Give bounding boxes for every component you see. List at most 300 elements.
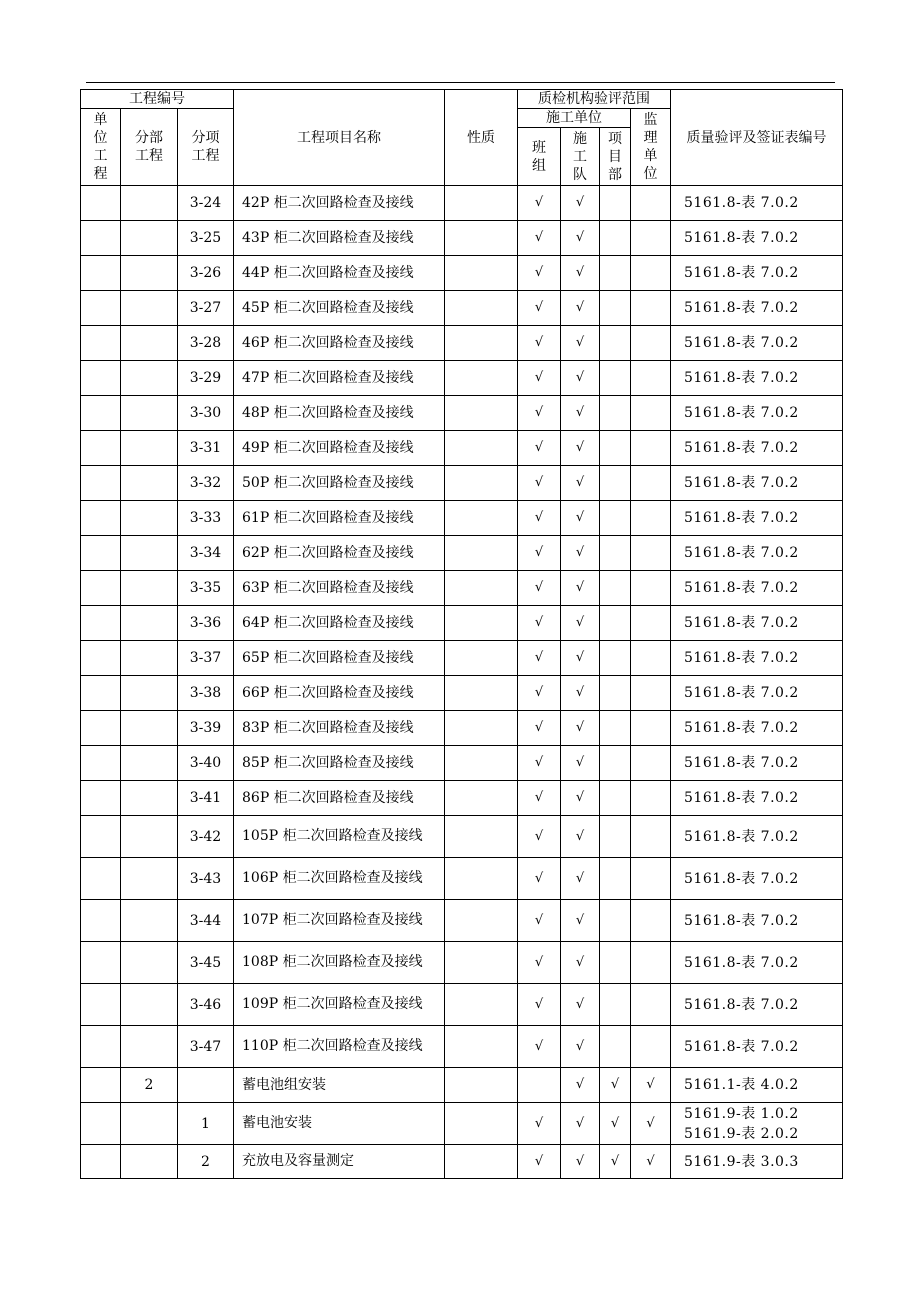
table-row [81, 816, 843, 858]
check-mark: √ [575, 1153, 585, 1169]
cell-check-team [518, 900, 561, 942]
check-mark: √ [575, 370, 585, 385]
form-code: 5161.8-表 7.0.2 [684, 870, 799, 887]
check-mark: √ [575, 615, 585, 630]
cell-check-sup [631, 781, 671, 816]
cell-unit [81, 606, 121, 641]
table-row [81, 326, 843, 361]
cell-form-number [671, 746, 843, 781]
check-mark: √ [534, 755, 544, 770]
cell-division [121, 1026, 178, 1068]
cell-check-sup [631, 186, 671, 221]
cell-form-number [671, 781, 843, 816]
cell-item: 3-35 [178, 571, 234, 606]
cell-division [121, 641, 178, 676]
cell-name: 85P 柜二次回路检查及接线 [234, 746, 445, 781]
check-mark: √ [534, 230, 544, 245]
table-body [81, 186, 843, 1179]
cell-check-sup [631, 1103, 671, 1145]
cell-form-number [671, 1145, 843, 1179]
cell-check-sup [631, 858, 671, 900]
cell-item: 2 [178, 1145, 234, 1179]
form-code: 5161.8-表 7.0.2 [684, 720, 799, 736]
cell-check-team [518, 942, 561, 984]
cell-check-dept [600, 1145, 631, 1179]
header-unit-project: 单位工程 [81, 109, 121, 186]
cell-name: 61P 柜二次回路检查及接线 [234, 501, 445, 536]
cell-check-dept [600, 501, 631, 536]
cell-check-dept [600, 676, 631, 711]
cell-name: 64P 柜二次回路检查及接线 [234, 606, 445, 641]
check-mark: √ [575, 230, 585, 245]
cell-check-dept [600, 1068, 631, 1103]
cell-form-number [671, 858, 843, 900]
cell-name: 109P 柜二次回路检查及接线 [234, 984, 445, 1026]
cell-form-number [671, 501, 843, 536]
table-row [81, 676, 843, 711]
table-row [81, 536, 843, 571]
cell-nature [445, 431, 518, 466]
cell-unit [81, 942, 121, 984]
cell-name: 83P 柜二次回路检查及接线 [234, 711, 445, 746]
form-code: 5161.8-表 7.0.2 [684, 195, 799, 211]
cell-check-sup [631, 1145, 671, 1179]
check-mark: √ [575, 996, 585, 1012]
cell-item: 3-29 [178, 361, 234, 396]
cell-check-dept [600, 746, 631, 781]
cell-unit [81, 571, 121, 606]
check-mark: √ [534, 405, 544, 420]
check-mark: √ [610, 1077, 620, 1092]
cell-name: 106P 柜二次回路检查及接线 [234, 858, 445, 900]
cell-check-team [518, 858, 561, 900]
cell-division [121, 536, 178, 571]
check-mark: √ [575, 475, 585, 490]
header-team: 班组 [518, 128, 561, 186]
check-mark: √ [534, 440, 544, 455]
form-code: 5161.1-表 4.0.2 [684, 1077, 799, 1093]
cell-check-sup [631, 361, 671, 396]
cell-nature [445, 256, 518, 291]
cell-check-team [518, 676, 561, 711]
cell-check-team [518, 1026, 561, 1068]
cell-nature [445, 816, 518, 858]
cell-check-dept [600, 186, 631, 221]
header-supervision-unit: 监理单位 [631, 109, 671, 186]
cell-check-dept [600, 326, 631, 361]
table-row [81, 1026, 843, 1068]
check-mark: √ [534, 545, 544, 560]
cell-division [121, 501, 178, 536]
cell-name: 62P 柜二次回路检查及接线 [234, 536, 445, 571]
cell-item: 3-24 [178, 186, 234, 221]
cell-check-dept [600, 1026, 631, 1068]
check-mark: √ [534, 1115, 544, 1131]
cell-name: 86P 柜二次回路检查及接线 [234, 781, 445, 816]
check-mark: √ [575, 720, 585, 735]
table-row [81, 900, 843, 942]
cell-check-team [518, 221, 561, 256]
cell-check-crew [561, 1026, 600, 1068]
cell-name: 42P 柜二次回路检查及接线 [234, 186, 445, 221]
cell-name: 108P 柜二次回路检查及接线 [234, 942, 445, 984]
check-mark: √ [646, 1115, 655, 1131]
cell-name: 46P 柜二次回路检查及接线 [234, 326, 445, 361]
check-mark: √ [534, 828, 544, 844]
cell-check-team [518, 571, 561, 606]
cell-nature [445, 1145, 518, 1179]
cell-nature [445, 1026, 518, 1068]
check-mark: √ [575, 335, 585, 350]
check-mark: √ [534, 790, 544, 805]
cell-check-crew [561, 942, 600, 984]
table-row [81, 1103, 843, 1145]
form-code: 5161.9-表 3.0.3 [684, 1153, 799, 1170]
cell-check-team [518, 1145, 561, 1179]
cell-check-dept [600, 641, 631, 676]
cell-unit [81, 256, 121, 291]
cell-form-number [671, 900, 843, 942]
cell-check-team [518, 746, 561, 781]
cell-check-team [518, 291, 561, 326]
cell-unit [81, 186, 121, 221]
cell-check-team [518, 361, 561, 396]
cell-form-number [671, 711, 843, 746]
cell-nature [445, 466, 518, 501]
check-mark: √ [534, 954, 544, 970]
cell-check-sup [631, 1068, 671, 1103]
cell-check-sup [631, 942, 671, 984]
check-mark: √ [610, 1153, 620, 1169]
cell-item: 3-40 [178, 746, 234, 781]
cell-check-crew [561, 1103, 600, 1145]
table-row [81, 942, 843, 984]
check-mark: √ [575, 870, 585, 886]
header-construction-crew: 施工队 [561, 128, 600, 186]
cell-check-team [518, 641, 561, 676]
cell-name: 105P 柜二次回路检查及接线 [234, 816, 445, 858]
form-code: 5161.8-表 7.0.2 [684, 335, 799, 351]
cell-nature [445, 186, 518, 221]
cell-unit [81, 431, 121, 466]
cell-check-team [518, 606, 561, 641]
cell-division [121, 431, 178, 466]
header-nature: 性质 [445, 90, 518, 186]
cell-nature [445, 676, 518, 711]
cell-item: 3-45 [178, 942, 234, 984]
cell-check-dept [600, 816, 631, 858]
cell-check-team [518, 1068, 561, 1103]
header-construction-unit: 施工单位 [518, 109, 631, 128]
cell-name: 47P 柜二次回路检查及接线 [234, 361, 445, 396]
cell-item: 3-27 [178, 291, 234, 326]
table-row [81, 984, 843, 1026]
cell-division [121, 606, 178, 641]
cell-check-crew [561, 984, 600, 1026]
cell-check-team [518, 396, 561, 431]
cell-check-dept [600, 221, 631, 256]
check-mark: √ [534, 300, 544, 315]
form-code: 5161.8-表 7.0.2 [684, 685, 799, 701]
cell-name: 充放电及容量测定 [234, 1145, 445, 1179]
check-mark: √ [575, 650, 585, 665]
check-mark: √ [646, 1077, 655, 1092]
form-code: 5161.8-表 7.0.2 [684, 300, 799, 316]
cell-check-crew [561, 431, 600, 466]
cell-item: 3-34 [178, 536, 234, 571]
header-project-dept: 项目部 [600, 128, 631, 186]
check-mark: √ [575, 954, 585, 970]
cell-form-number [671, 186, 843, 221]
check-mark: √ [534, 510, 544, 525]
cell-division [121, 676, 178, 711]
cell-division [121, 1103, 178, 1145]
check-mark: √ [575, 685, 585, 700]
cell-form-number [671, 676, 843, 711]
cell-unit [81, 900, 121, 942]
cell-name: 43P 柜二次回路检查及接线 [234, 221, 445, 256]
cell-unit [81, 221, 121, 256]
cell-check-sup [631, 676, 671, 711]
cell-check-team [518, 186, 561, 221]
cell-division [121, 746, 178, 781]
form-code: 5161.8-表 7.0.2 [684, 996, 799, 1013]
check-mark: √ [575, 195, 585, 210]
form-code: 5161.9-表 1.0.2 [684, 1105, 799, 1122]
cell-nature [445, 361, 518, 396]
cell-check-team [518, 781, 561, 816]
cell-item: 3-42 [178, 816, 234, 858]
table-header [81, 90, 843, 186]
cell-check-sup [631, 431, 671, 466]
check-mark: √ [534, 912, 544, 928]
table-row [81, 781, 843, 816]
cell-division [121, 984, 178, 1026]
cell-check-crew [561, 676, 600, 711]
cell-form-number [671, 606, 843, 641]
cell-division [121, 186, 178, 221]
cell-unit [81, 816, 121, 858]
header-form-number: 质量验评及签证表编号 [671, 90, 843, 186]
cell-name: 50P 柜二次回路检查及接线 [234, 466, 445, 501]
cell-item: 3-30 [178, 396, 234, 431]
form-code: 5161.8-表 7.0.2 [684, 510, 799, 526]
table-row [81, 711, 843, 746]
check-mark: √ [575, 300, 585, 315]
check-mark: √ [575, 912, 585, 928]
cell-item: 3-28 [178, 326, 234, 361]
header-item-project: 分项工程 [178, 109, 234, 186]
cell-item: 3-37 [178, 641, 234, 676]
cell-check-sup [631, 816, 671, 858]
check-mark: √ [575, 755, 585, 770]
cell-check-sup [631, 571, 671, 606]
cell-unit [81, 984, 121, 1026]
check-mark: √ [575, 510, 585, 525]
cell-division [121, 571, 178, 606]
cell-form-number [671, 326, 843, 361]
cell-form-number [671, 291, 843, 326]
cell-item: 3-26 [178, 256, 234, 291]
check-mark: √ [534, 370, 544, 385]
cell-check-team [518, 984, 561, 1026]
table-row [81, 1145, 843, 1179]
cell-check-crew [561, 746, 600, 781]
check-mark: √ [575, 828, 585, 844]
cell-form-number [671, 571, 843, 606]
cell-division [121, 858, 178, 900]
cell-division [121, 711, 178, 746]
cell-form-number [671, 816, 843, 858]
cell-form-number [671, 942, 843, 984]
cell-nature [445, 571, 518, 606]
cell-check-crew [561, 1145, 600, 1179]
cell-name: 110P 柜二次回路检查及接线 [234, 1026, 445, 1068]
cell-nature [445, 606, 518, 641]
cell-check-crew [561, 1068, 600, 1103]
cell-check-sup [631, 984, 671, 1026]
cell-check-dept [600, 711, 631, 746]
check-mark: √ [646, 1153, 655, 1169]
cell-check-dept [600, 396, 631, 431]
cell-division [121, 221, 178, 256]
cell-check-crew [561, 396, 600, 431]
cell-check-crew [561, 501, 600, 536]
table-row [81, 396, 843, 431]
table-row [81, 571, 843, 606]
cell-check-crew [561, 571, 600, 606]
check-mark: √ [534, 335, 544, 350]
cell-check-dept [600, 466, 631, 501]
cell-form-number [671, 536, 843, 571]
cell-check-sup [631, 396, 671, 431]
form-code: 5161.8-表 7.0.2 [684, 615, 799, 631]
form-code: 5161.8-表 7.0.2 [684, 912, 799, 929]
check-mark: √ [575, 265, 585, 280]
check-mark: √ [534, 685, 544, 700]
cell-division [121, 816, 178, 858]
cell-name: 66P 柜二次回路检查及接线 [234, 676, 445, 711]
cell-check-crew [561, 858, 600, 900]
cell-name: 65P 柜二次回路检查及接线 [234, 641, 445, 676]
check-mark: √ [575, 790, 585, 805]
cell-nature [445, 221, 518, 256]
form-code: 5161.8-表 7.0.2 [684, 265, 799, 281]
cell-name: 45P 柜二次回路检查及接线 [234, 291, 445, 326]
cell-nature [445, 858, 518, 900]
check-mark: √ [534, 650, 544, 665]
cell-item: 3-47 [178, 1026, 234, 1068]
cell-check-dept [600, 606, 631, 641]
top-rule [86, 82, 835, 83]
check-mark: √ [534, 615, 544, 630]
cell-check-sup [631, 900, 671, 942]
cell-check-team [518, 1103, 561, 1145]
cell-check-sup [631, 466, 671, 501]
header-division-project: 分部工程 [121, 109, 178, 186]
cell-item: 3-43 [178, 858, 234, 900]
cell-check-crew [561, 536, 600, 571]
cell-unit [81, 858, 121, 900]
cell-nature [445, 396, 518, 431]
cell-check-sup [631, 606, 671, 641]
check-mark: √ [534, 265, 544, 280]
cell-check-dept [600, 942, 631, 984]
form-code: 5161.8-表 7.0.2 [684, 650, 799, 666]
cell-nature [445, 641, 518, 676]
cell-unit [81, 1026, 121, 1068]
cell-division [121, 291, 178, 326]
cell-check-sup [631, 536, 671, 571]
cell-form-number [671, 1068, 843, 1103]
cell-item: 3-46 [178, 984, 234, 1026]
cell-division [121, 466, 178, 501]
cell-unit [81, 781, 121, 816]
cell-check-team [518, 466, 561, 501]
cell-check-dept [600, 984, 631, 1026]
cell-form-number [671, 221, 843, 256]
cell-form-number [671, 466, 843, 501]
header-project-name: 工程项目名称 [234, 90, 445, 186]
cell-form-number [671, 361, 843, 396]
cell-check-crew [561, 186, 600, 221]
cell-division: 2 [121, 1068, 178, 1103]
cell-check-dept [600, 571, 631, 606]
cell-name: 44P 柜二次回路检查及接线 [234, 256, 445, 291]
check-mark: √ [575, 440, 585, 455]
cell-check-sup [631, 641, 671, 676]
check-mark: √ [575, 1038, 585, 1054]
cell-check-sup [631, 711, 671, 746]
cell-name: 63P 柜二次回路检查及接线 [234, 571, 445, 606]
cell-nature [445, 711, 518, 746]
cell-check-dept [600, 536, 631, 571]
form-code: 5161.8-表 7.0.2 [684, 755, 799, 771]
cell-unit [81, 1145, 121, 1179]
table-row [81, 221, 843, 256]
cell-form-number [671, 641, 843, 676]
cell-check-crew [561, 816, 600, 858]
check-mark: √ [575, 405, 585, 420]
cell-check-dept [600, 431, 631, 466]
cell-division [121, 900, 178, 942]
cell-item: 3-44 [178, 900, 234, 942]
cell-nature [445, 984, 518, 1026]
table-row [81, 361, 843, 396]
cell-unit [81, 466, 121, 501]
header-project-code: 工程编号 [81, 90, 234, 109]
cell-check-crew [561, 291, 600, 326]
cell-nature [445, 746, 518, 781]
cell-division [121, 361, 178, 396]
cell-check-team [518, 431, 561, 466]
cell-nature [445, 781, 518, 816]
table-row [81, 431, 843, 466]
cell-form-number [671, 984, 843, 1026]
check-mark: √ [534, 1038, 544, 1054]
cell-check-crew [561, 900, 600, 942]
form-code: 5161.8-表 7.0.2 [684, 405, 799, 421]
check-mark: √ [534, 870, 544, 886]
check-mark: √ [575, 580, 585, 595]
cell-check-dept [600, 858, 631, 900]
cell-check-crew [561, 361, 600, 396]
cell-check-crew [561, 466, 600, 501]
cell-check-dept [600, 256, 631, 291]
cell-check-team [518, 501, 561, 536]
form-code: 5161.8-表 7.0.2 [684, 545, 799, 561]
cell-item: 3-39 [178, 711, 234, 746]
